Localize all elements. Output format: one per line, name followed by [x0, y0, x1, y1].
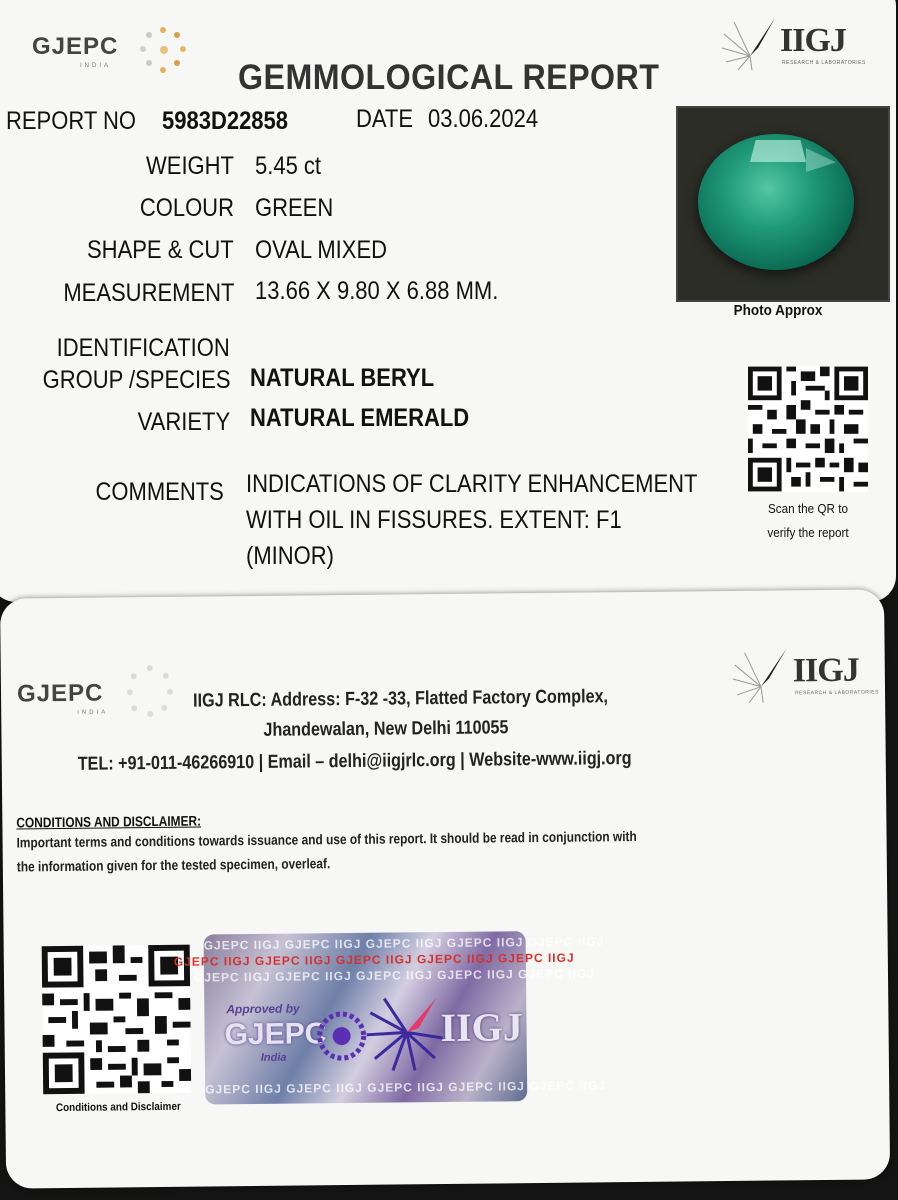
comments-line-3: (MINOR)	[246, 542, 334, 570]
measurement-value: 13.66 X 9.80 X 6.88 MM.	[255, 277, 499, 305]
variety-value: NATURAL EMERALD	[250, 404, 470, 432]
iigj-star-icon	[720, 14, 780, 70]
qr-pattern	[748, 366, 868, 492]
conditions-line-1: Important terms and conditions towards issuance and use of this report. It should be read in conjunction with	[16, 827, 637, 851]
weight-value: 5.45 ct	[255, 152, 322, 180]
conditions-heading: CONDITIONS AND DISCLAIMER:	[16, 812, 202, 831]
hologram-pattern-row: GJEPC IIGJ GJEPC IIGJ GJEPC IIGJ GJEPC IIGJ GJEPC IIGJ	[205, 1078, 607, 1097]
shape-cut-label: SHAPE & CUT	[87, 236, 234, 264]
gem-facet	[806, 148, 836, 172]
report-back-card	[0, 589, 890, 1188]
security-hologram	[173, 931, 607, 1104]
hologram-gjepc-text: GJEPC	[224, 1017, 327, 1052]
identification-label: IDENTIFICATION	[56, 334, 230, 362]
conditions-qr-caption: Conditions and Disclaimer	[55, 1100, 181, 1115]
gjepc-logo-text: GJEPC	[32, 33, 119, 60]
conditions-line-2: the information given for the tested specimen, overleaf.	[16, 855, 331, 875]
iigj-logo-sub: RESEARCH & LABORATORIES	[782, 60, 866, 66]
hologram-pattern-row: GJEPC IIGJ GJEPC IIGJ GJEPC IIGJ GJEPC IIGJ GJEPC IIGJ	[193, 966, 595, 985]
iigj-star-icon	[731, 642, 792, 703]
iigj-logo	[720, 14, 880, 74]
gjepc-logo	[32, 33, 119, 69]
gjepc-logo-back	[16, 679, 109, 716]
hologram-sun-icon	[316, 1011, 367, 1062]
hologram-approved-text: Approved by	[226, 1001, 300, 1017]
verify-qr-code[interactable]	[748, 366, 868, 492]
colour-label: COLOUR	[139, 194, 234, 222]
iigj-logo-text: IIGJ	[780, 22, 846, 59]
date-label: DATE	[356, 105, 414, 133]
comments-label: COMMENTS	[95, 478, 224, 506]
gjepc-logo-sub: INDIA	[77, 709, 109, 716]
iigj-logo-text: IIGJ	[792, 651, 859, 690]
comments-line-2: WITH OIL IN FISSURES. EXTENT: F1	[246, 506, 622, 534]
qr-pattern	[42, 945, 192, 1095]
gjepc-sun-icon	[127, 665, 178, 722]
gjepc-sun-icon	[140, 27, 188, 75]
emerald-gem-image	[698, 134, 854, 270]
iigj-logo-back	[731, 641, 892, 707]
hologram-india-text: India	[260, 1051, 287, 1064]
comments-line-1: INDICATIONS OF CLARITY ENHANCEMENT	[246, 470, 698, 498]
iigj-logo-sub: RESEARCH & LABORATORIES	[795, 689, 879, 697]
colour-value: GREEN	[255, 194, 334, 222]
hologram-star-icon	[366, 992, 447, 1073]
address-line-2: Jhandewalan, New Delhi 110055	[263, 717, 509, 741]
hologram-pattern-row: GJEPC IIGJ GJEPC IIGJ GJEPC IIGJ GJEPC IIGJ GJEPC IIGJ	[203, 934, 605, 953]
report-no-value: 5983D22858	[162, 107, 289, 135]
hologram-iigj-text: IIGJ	[440, 1004, 524, 1051]
variety-label: VARIETY	[137, 408, 230, 436]
qr-caption-line-1: Scan the QR to	[767, 501, 848, 516]
group-species-value: NATURAL BERYL	[250, 364, 435, 392]
shape-cut-value: OVAL MIXED	[255, 236, 388, 264]
gem-facet	[750, 140, 806, 162]
hologram-pattern-row: GJEPC IIGJ GJEPC IIGJ GJEPC IIGJ GJEPC IIGJ GJEPC IIGJ	[173, 950, 575, 969]
photo-caption: Photo Approx	[733, 302, 823, 319]
qr-caption-line-2: verify the report	[767, 525, 849, 540]
gjepc-logo-sub: INDIA	[80, 63, 112, 69]
gjepc-logo-text: GJEPC	[16, 679, 104, 708]
address-line-1: IIGJ RLC: Address: F-32 -33, Flatted Factory Complex,	[192, 686, 609, 712]
weight-label: WEIGHT	[146, 152, 234, 180]
gem-photo	[676, 106, 890, 302]
conditions-qr-code[interactable]	[42, 945, 192, 1095]
measurement-label: MEASUREMENT	[62, 279, 234, 307]
contact-line: TEL: +91-011-46266910 | Email – delhi@iigjrlc.org | Website-www.iigj.org	[77, 748, 632, 775]
report-title: GEMMOLOGICAL REPORT	[238, 58, 660, 97]
report-no-label: REPORT NO	[6, 107, 136, 135]
date-value: 03.06.2024	[428, 105, 539, 133]
group-species-label: GROUP /SPECIES	[42, 366, 230, 394]
